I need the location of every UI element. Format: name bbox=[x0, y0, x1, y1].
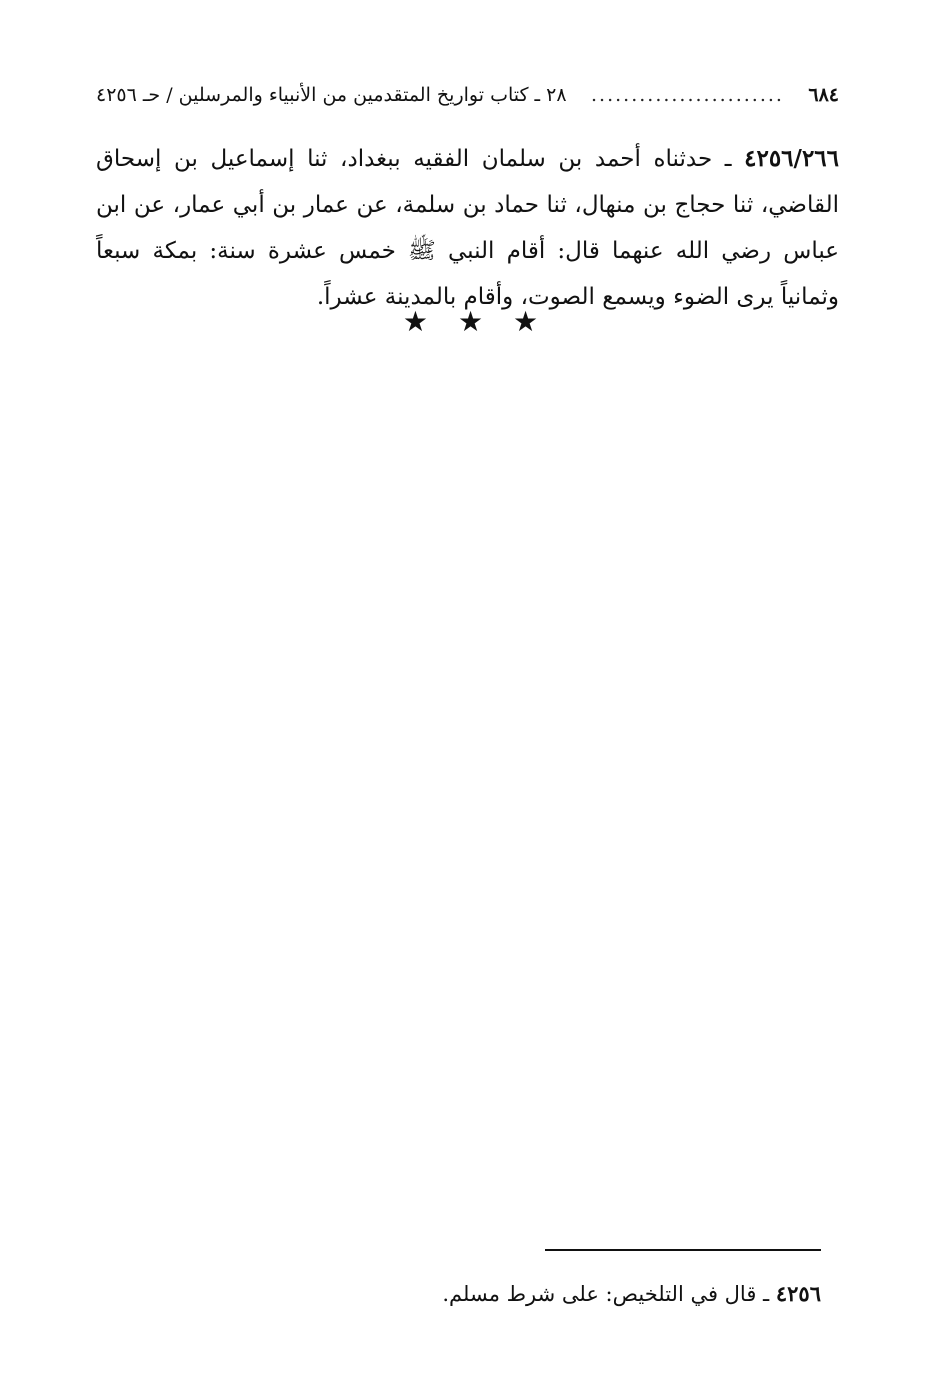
running-head bbox=[96, 80, 839, 110]
hadith-number: ٤٢٥٦/٢٦٦ bbox=[744, 145, 839, 172]
page-number: ٦٨٤ bbox=[808, 84, 839, 106]
hadith-text: ـ حدثناه أحمد بن سلمان الفقيه ببغداد، ثنا إسماعيل بن إسحاق القاضي، ثنا حجاج بن منهال، ثنا حماد بن سلمة، عن عمار بن أبي عمار، عن ابن عباس رضي الله عنهما قال: أقام النبي ﷺ خمس عشرة سنة: بمكة سبعاً وثمانياً يرى الضوء ويسمع الصوت، وأقام بالمدينة عشراً. bbox=[96, 146, 839, 310]
footnote bbox=[96, 1277, 821, 1311]
running-title: ٢٨ ـ كتاب تواريخ المتقدمين من الأنبياء والمرسلين / حـ ٤٢٥٦ bbox=[96, 84, 567, 106]
footnote-rule bbox=[545, 1249, 821, 1251]
footnote-number: ٤٢٥٦ bbox=[775, 1281, 821, 1306]
hadith-paragraph bbox=[96, 136, 839, 320]
section-separator-stars: ★★★ bbox=[402, 305, 569, 338]
footnote-text: ـ قال في التلخيص: على شرط مسلم. bbox=[442, 1282, 776, 1306]
leader-dots: ........................ bbox=[591, 84, 784, 106]
